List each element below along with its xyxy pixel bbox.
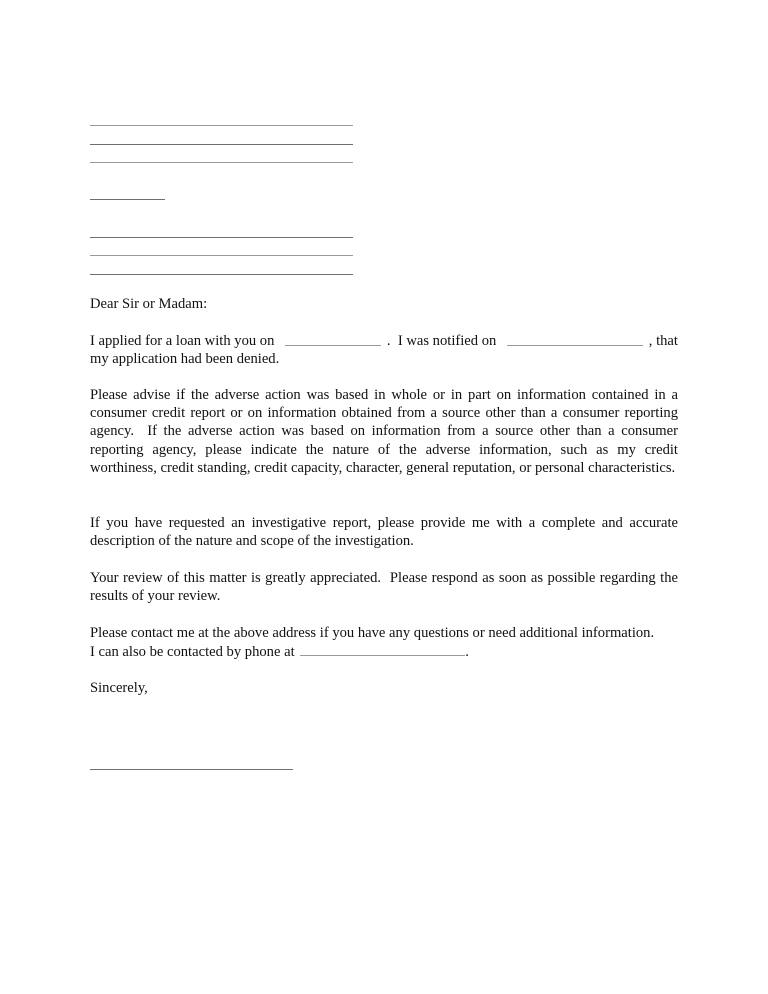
- paragraph-contact: [90, 624, 678, 661]
- recipient-address-line-3[interactable]: [90, 274, 353, 275]
- contact-text-b: I can also be contacted by phone at: [90, 644, 295, 661]
- paragraph-adverse-action: Please advise if the adverse action was based in whole or in part on information contained in a consumer credit report or on information obtained from a source other than a consumer reporting agency. If the adverse action was based on information from a source other than a consumer reporting agency, please indicate the nature of the adverse information, such as my credit worthiness, credit standing, credit capacity, character, general reputation, or personal characteristics.: [90, 387, 682, 476]
- sender-address-line-2[interactable]: [90, 144, 353, 145]
- closing: Sincerely,: [90, 680, 148, 696]
- contact-text-c: .: [465, 644, 469, 661]
- loan-text-c: , that: [648, 333, 678, 349]
- paragraph-review: Your review of this matter is greatly appreciated. Please respond as soon as possible regarding the results of your review.: [90, 570, 682, 605]
- notification-date-blank[interactable]: [507, 332, 643, 346]
- paragraph-investigative-report: If you have requested an investigative report, please provide me with a complete and accurate description of the nature and scope of the investigation.: [90, 515, 678, 550]
- sender-address-line-3[interactable]: [90, 162, 353, 163]
- date-line[interactable]: [90, 199, 165, 200]
- sender-address-line-1[interactable]: [90, 125, 353, 126]
- loan-text-b: . I was notified on: [386, 333, 497, 349]
- phone-blank[interactable]: [300, 642, 465, 656]
- salutation: Dear Sir or Madam:: [90, 296, 208, 312]
- recipient-address-line-1[interactable]: [90, 237, 353, 238]
- signature-line[interactable]: [90, 769, 293, 770]
- paragraph-loan-denial: [90, 332, 678, 368]
- recipient-address-line-2[interactable]: [90, 255, 353, 256]
- loan-date-blank[interactable]: [285, 332, 381, 346]
- paragraph-loan-denial-line-1: [90, 332, 678, 350]
- loan-text-a: I applied for a loan with you on: [90, 333, 275, 349]
- loan-text-d: my application had been denied.: [90, 351, 280, 368]
- contact-line-2: [90, 642, 678, 661]
- contact-text-a: Please contact me at the above address if you have any questions or need additional information.: [90, 625, 655, 641]
